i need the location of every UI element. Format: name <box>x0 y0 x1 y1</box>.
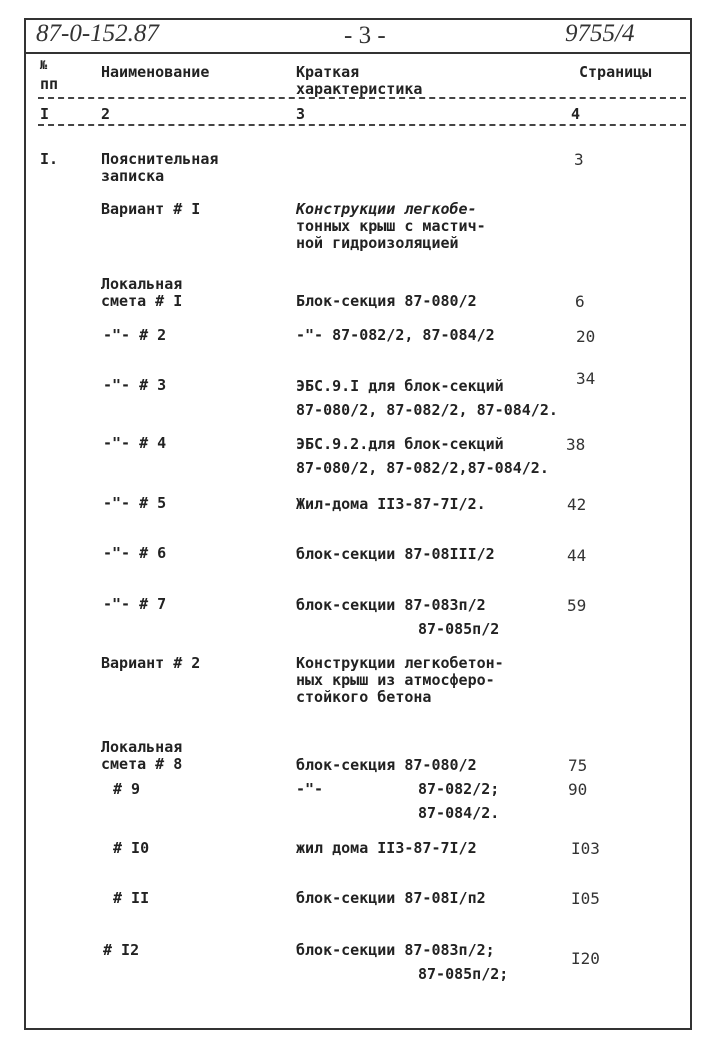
estimate-4-desc-2: 87-080/2, 87-082/2,87-084/2. <box>296 459 549 477</box>
col-pages-header: Страницы <box>579 63 652 81</box>
variant1-desc-3: ной гидроизоляцией <box>296 234 459 252</box>
estimate-4-page: 38 <box>566 435 586 454</box>
estimate-7-name: -"- # 7 <box>103 595 167 613</box>
estimate-2-desc: -"- 87-082/2, 87-084/2 <box>296 326 495 344</box>
estimate-6-page: 44 <box>567 546 587 565</box>
estimate-5-page: 42 <box>567 495 587 514</box>
estimate-3-desc-2: 87-080/2, 87-082/2, 87-084/2. <box>296 401 558 419</box>
col-desc-header-1: Краткая <box>296 63 360 81</box>
estimate-5-name: -"- # 5 <box>103 494 167 512</box>
estimate-9-page: 90 <box>568 780 588 799</box>
estimate-11-desc: блок-секции 87-08I/п2 <box>296 889 486 907</box>
variant1-desc-2: тонных крыш с мастич- <box>296 217 486 235</box>
section-title-1: Пояснительная <box>101 150 219 168</box>
estimate-8-desc: блок-секция 87-080/2 <box>296 756 477 774</box>
estimate-1-name-1: Локальная <box>101 275 183 293</box>
variant2-label: Вариант # 2 <box>101 654 201 672</box>
estimate-11-page: I05 <box>571 889 600 908</box>
estimate-6-desc: блок-секции 87-08III/2 <box>296 545 495 563</box>
estimate-10-page: I03 <box>571 839 600 858</box>
estimate-3-page: 34 <box>576 369 596 388</box>
page-number: - 3 - <box>344 22 386 49</box>
section-number: I. <box>40 150 59 168</box>
estimate-1-desc: Блок-секция 87-080/2 <box>296 292 477 310</box>
section-page: 3 <box>574 150 584 169</box>
col-number-4: 4 <box>571 105 581 123</box>
variant2-desc-1: Конструкции легкобетон- <box>296 654 504 672</box>
estimate-3-desc-1: ЭБС.9.I для блок-секций <box>296 377 504 395</box>
estimate-2-page: 20 <box>576 327 596 346</box>
estimate-1-name-2: смета # I <box>101 292 183 310</box>
estimate-12-page: I20 <box>571 949 600 968</box>
estimate-10-name: # I0 <box>113 839 150 857</box>
estimate-9-desc-3: 87-084/2. <box>418 804 500 822</box>
estimate-7-desc-2: 87-085п/2 <box>418 620 500 638</box>
estimate-12-desc-2: 87-085п/2; <box>418 965 509 983</box>
col-num-sign: № <box>40 58 48 72</box>
estimate-12-desc-1: блок-секции 87-083п/2; <box>296 941 495 959</box>
estimate-9-desc-2: 87-082/2; <box>418 780 500 798</box>
estimate-9-name: # 9 <box>113 780 141 798</box>
estimate-3-name: -"- # 3 <box>103 376 167 394</box>
header-dash-rule <box>38 97 686 99</box>
estimate-11-name: # II <box>113 889 150 907</box>
col-desc-header-2: характеристика <box>296 80 423 98</box>
col-number-2: 2 <box>101 105 111 123</box>
estimate-2-name: -"- # 2 <box>103 326 167 344</box>
estimate-4-name: -"- # 4 <box>103 434 167 452</box>
header-rule <box>26 52 690 54</box>
estimate-8-page: 75 <box>568 756 588 775</box>
estimate-10-desc: жил дома II3-87-7I/2 <box>296 839 477 857</box>
section-title-2: записка <box>101 167 165 185</box>
col-number-3: 3 <box>296 105 306 123</box>
estimate-7-page: 59 <box>567 596 587 615</box>
estimate-4-desc-1: ЭБС.9.2.для блок-секций <box>296 435 504 453</box>
col-num-pp: пп <box>40 75 59 93</box>
estimate-1-page: 6 <box>575 292 585 311</box>
col-number-1: I <box>40 105 50 123</box>
estimate-5-desc: Жил-дома II3-87-7I/2. <box>296 495 486 513</box>
doc-ref: 9755/4 <box>565 20 635 47</box>
variant1-desc-1: Конструкции легкобе- <box>296 200 477 218</box>
estimate-8-name-1: Локальная <box>101 738 183 756</box>
doc-code: 87-0-152.87 <box>36 20 159 47</box>
estimate-7-desc-1: блок-секции 87-083п/2 <box>296 596 486 614</box>
estimate-8-name-2: смета # 8 <box>101 755 183 773</box>
estimate-6-name: -"- # 6 <box>103 544 167 562</box>
variant2-desc-3: стойкого бетона <box>296 688 432 706</box>
estimate-12-name: # I2 <box>103 941 140 959</box>
variant1-label: Вариант # I <box>101 200 201 218</box>
numbers-dash-rule <box>38 124 686 126</box>
col-name-header: Наименование <box>101 63 210 81</box>
variant2-desc-2: ных крыш из атмосферо- <box>296 671 495 689</box>
estimate-9-desc-1: -"- <box>296 780 324 798</box>
